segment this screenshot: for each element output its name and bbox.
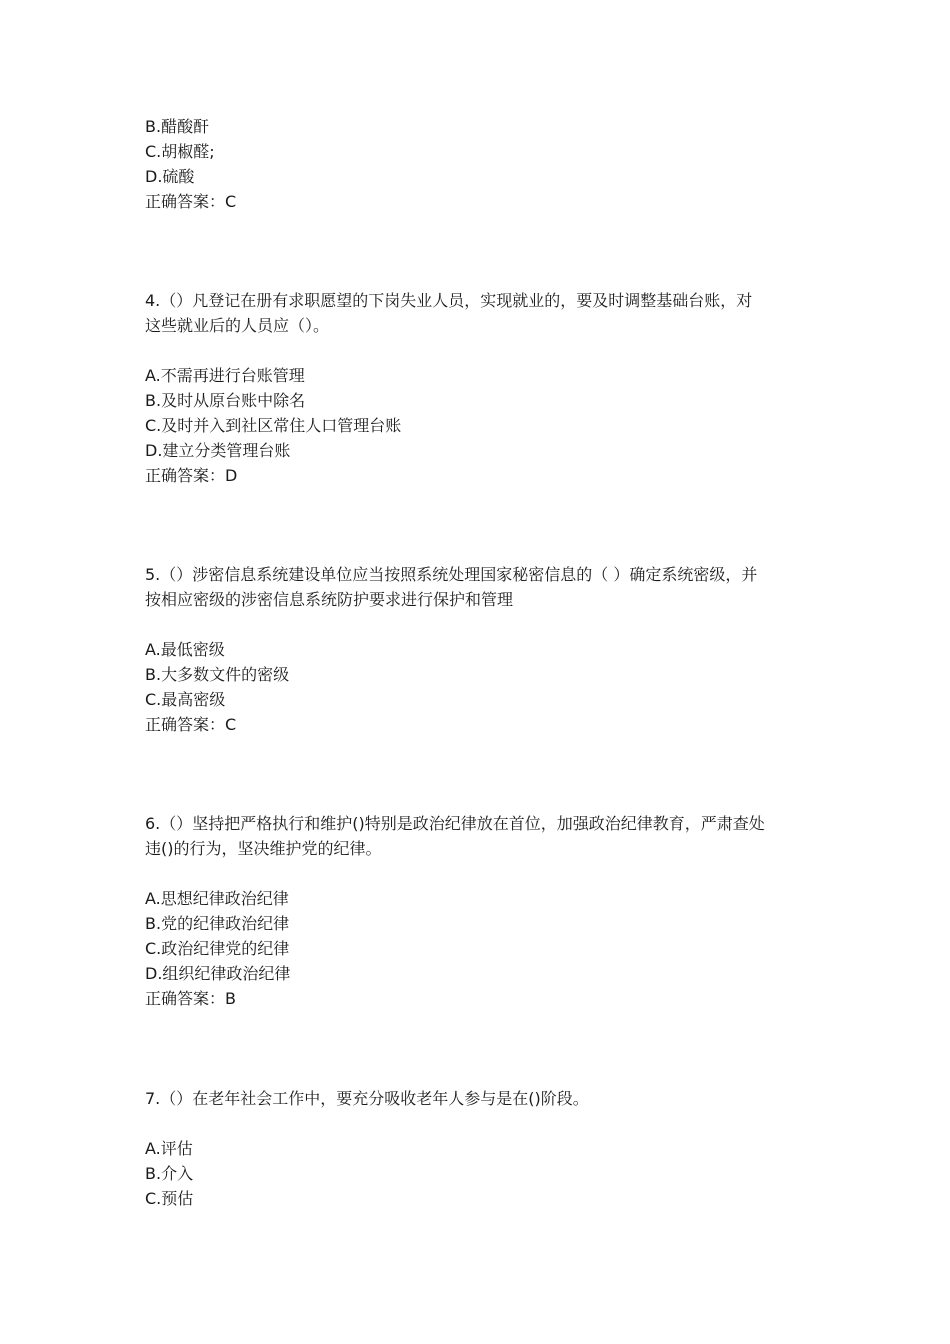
q4-option-a: A.不需再进行台账管理 xyxy=(145,366,305,385)
q6-stem-line-1: 6.（）坚持把严格执行和维护()特别是政治纪律放在首位，加强政治纪律教育，严肃查处 xyxy=(145,814,765,833)
q3-option-c: C.胡椒醛; xyxy=(145,142,215,161)
q7-option-b: B.介入 xyxy=(145,1164,194,1183)
q6-option-c: C.政治纪律党的纪律 xyxy=(145,939,290,958)
q3-answer: 正确答案：C xyxy=(145,192,237,211)
q6-option-d: D.组织纪律政治纪律 xyxy=(145,964,291,983)
q7-option-c: C.预估 xyxy=(145,1189,194,1208)
q5-option-c: C.最高密级 xyxy=(145,690,226,709)
q4-option-b: B.及时从原台账中除名 xyxy=(145,391,306,410)
q6-option-b: B.党的纪律政治纪律 xyxy=(145,914,290,933)
q5-option-b: B.大多数文件的密级 xyxy=(145,665,290,684)
q4-stem-line-1: 4.（）凡登记在册有求职愿望的下岗失业人员，实现就业的，要及时调整基础台账，对 xyxy=(145,291,753,310)
q4-stem-line-2: 这些就业后的人员应（）。 xyxy=(145,316,330,335)
q7-option-a: A.评估 xyxy=(145,1139,193,1158)
q4-option-c: C.及时并入到社区常住人口管理台账 xyxy=(145,416,402,435)
q6-answer: 正确答案：B xyxy=(145,989,236,1008)
q4-answer: 正确答案：D xyxy=(145,466,238,485)
q5-stem-line-2: 按相应密级的涉密信息系统防护要求进行保护和管理 xyxy=(145,590,514,609)
q3-option-b: B.醋酸酐 xyxy=(145,117,210,136)
q6-option-a: A.思想纪律政治纪律 xyxy=(145,889,289,908)
q5-answer: 正确答案：C xyxy=(145,715,237,734)
q6-stem-line-2: 违()的行为，坚决维护党的纪律。 xyxy=(145,839,382,858)
q5-stem-line-1: 5.（）涉密信息系统建设单位应当按照系统处理国家秘密信息的（ ）确定系统密级，并 xyxy=(145,565,758,584)
q7-stem-line-1: 7.（）在老年社会工作中，要充分吸收老年人参与是在()阶段。 xyxy=(145,1089,589,1108)
q5-option-a: A.最低密级 xyxy=(145,640,225,659)
q4-option-d: D.建立分类管理台账 xyxy=(145,441,291,460)
q3-option-d: D.硫酸 xyxy=(145,167,195,186)
